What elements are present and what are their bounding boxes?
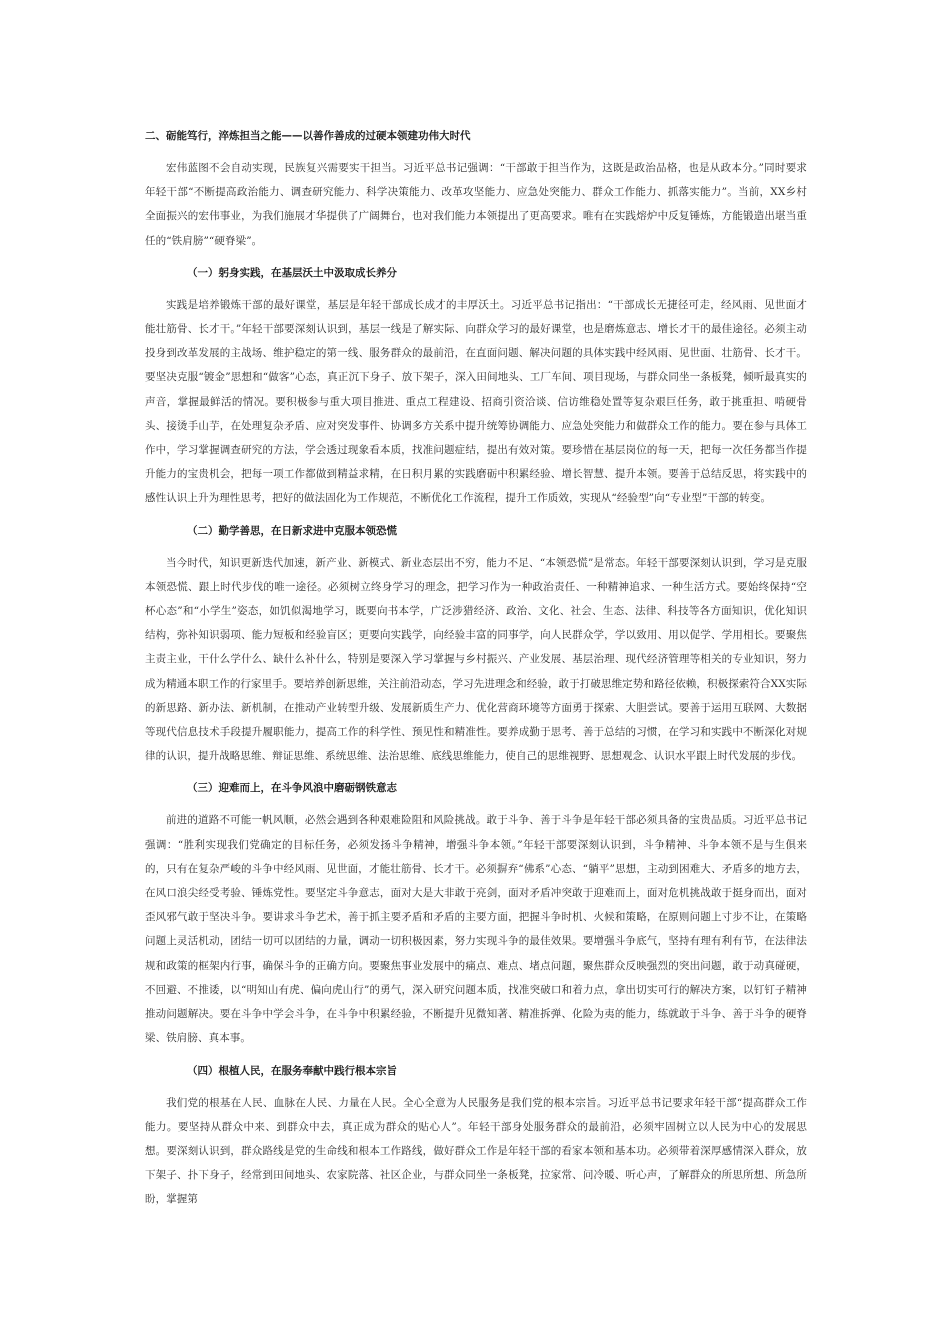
subsection-paragraph-4: 我们党的根基在人民、血脉在人民、力量在人民。全心全意为人民服务是我们党的根本宗旨。习近平总书记要求年轻干部“提高群众工作能力。要坚持从群众中来、到群众中去，真正成为群众的贴心人”。年轻干部身处服务群众的最前沿，必须牢固树立以人民为中心的发展思想。要深刻认识到，群众路线是党的生命线和根本工作路线，做好群众工作是年轻干部的看家本领和基本功。必须带着深厚感情深入群众，放下架子、扑下身子，经常到田间地头、农家院落、社区企业，与群众同坐一条板凳，拉家常、问冷暖、听心声，了解群众的所思所想、所急所盼，掌握第 [145, 1096, 807, 1206]
section-title: 二、砺能笃行，淬炼担当之能——以善作善成的过硬本领建功伟大时代 [145, 130, 471, 142]
subsection-title-3: （三）迎难而上，在斗争风浪中磨砺钢铁意志 [187, 782, 397, 795]
intro-paragraph: 宏伟蓝图不会自动实现，民族复兴需要实干担当。习近平总书记强调：“干部敢于担当作为，这既是政治品格，也是从政本分。”同时要求年轻干部“不断提高政治能力、调查研究能力、科学决策能力、改革攻坚能力、应急处突能力、群众工作能力、抓落实能力”。当前，XX乡村全面振兴的宏伟事业，为我们施展才华提供了广阔舞台，也对我们能力本领提出了更高要求。唯有在实践熔炉中反复锤炼，方能锻造出堪当重任的“铁肩膀”“硬脊梁”。 [145, 162, 807, 247]
subsection-title-2: （二）勤学善思，在日新求进中克服本领恐慌 [187, 524, 397, 537]
subsection-title-4: （四）根植人民，在服务奉献中践行根本宗旨 [187, 1064, 397, 1077]
subsection-paragraph-3: 前进的道路不可能一帆风顺，必然会遇到各种艰难险阻和风险挑战。敢于斗争、善于斗争是年轻干部必须具备的宝贵品质。习近平总书记强调：“胜利实现我们党确定的目标任务，必须发扬斗争精神，增强斗争本领。”年轻干部要深刻认识到，斗争精神、斗争本领不是与生俱来的，只有在复杂严峻的斗争中经风雨、见世面，才能壮筋骨、长才干。必须摒弃“佛系”心态、“躺平”思想，主动到困难大、矛盾多的地方去，在风口浪尖经受考验、锤炼党性。要坚定斗争意志，面对大是大非敢于亮剑，面对矛盾冲突敢于迎难而上，面对危机挑战敢于挺身而出，面对歪风邪气敢于坚决斗争。要讲求斗争艺术，善于抓主要矛盾和矛盾的主要方面，把握斗争时机、火候和策略，在原则问题上寸步不让，在策略问题上灵活机动，团结一切可以团结的力量，调动一切积极因素，努力实现斗争的最佳效果。要增强斗争底气，坚持有理有利有节，在法律法规和政策的框架内行事，确保斗争的正确方向。要聚焦事业发展中的痛点、难点、堵点问题，聚焦群众反映强烈的突出问题，敢于动真碰硬，不回避、不推诿，以“明知山有虎、偏向虎山行”的勇气，深入研究问题本质，找准突破口和着力点，拿出切实可行的解决方案，以钉钉子精神推动问题解决。要在斗争中学会斗争，在斗争中积累经验，不断提升见微知著、精准拆弹、化险为夷的能力，练就敢于斗争、善于斗争的硬脊梁、铁肩膀、真本事。 [145, 814, 807, 1045]
document-page [145, 128, 807, 1212]
subsection-title-1: （一）躬身实践，在基层沃土中汲取成长养分 [187, 266, 397, 279]
subsection-paragraph-2: 当今时代，知识更新迭代加速，新产业、新模式、新业态层出不穷，能力不足、“本领恐慌”是常态。年轻干部要深刻认识到，学习是克服本领恐慌、跟上时代步伐的唯一途径。必须树立终身学习的理念，把学习作为一种政治责任、一种精神追求、一种生活方式。要始终保持“空杯心态”和“小学生”姿态，如饥似渴地学习，既要向书本学，广泛涉猎经济、政治、文化、社会、生态、法律、科技等各方面知识，优化知识结构，弥补知识弱项、能力短板和经验盲区；更要向实践学，向经验丰富的同事学，向人民群众学，学以致用、用以促学、学用相长。要聚焦主责主业，干什么学什么、缺什么补什么，特别是要深入学习掌握与乡村振兴、产业发展、基层治理、现代经济管理等相关的专业知识，努力成为精通本职工作的行家里手。要培养创新思维，关注前沿动态，学习先进理念和经验，敢于打破思维定势和路径依赖，积极探索符合XX实际的新思路、新办法、新机制，在推动产业转型升级、发展新质生产力、优化营商环境等方面勇于探索、大胆尝试。要善于运用互联网、大数据等现代信息技术手段提升履职能力，提高工作的科学性、预见性和精准性。要养成勤于思考、善于总结的习惯，在学习和实践中不断深化对规律的认识，提升战略思维、辩证思维、系统思维、法治思维、底线思维能力，使自己的思维视野、思想观念、认识水平跟上时代发展的步伐。 [145, 556, 807, 763]
subsection-paragraph-1: 实践是培养锻炼干部的最好课堂，基层是年轻干部成长成才的丰厚沃土。习近平总书记指出：“干部成长无捷径可走，经风雨、见世面才能壮筋骨、长才干。”年轻干部要深刻认识到，基层一线是了解实际、向群众学习的最好课堂，也是磨炼意志、增长才干的最佳途径。必须主动投身到改革发展的主战场、维护稳定的第一线、服务群众的最前沿，在直面问题、解决问题的具体实践中经风雨、见世面、壮筋骨、长才干。要坚决克服“镀金”思想和“做客”心态，真正沉下身子、放下架子，深入田间地头、工厂车间、项目现场，与群众同坐一条板凳，倾听最真实的声音，掌握最鲜活的情况。要积极参与重大项目推进、重点工程建设、招商引资洽谈、信访维稳处置等复杂艰巨任务，敢于挑重担、啃硬骨头、接烫手山芋，在处理复杂矛盾、应对突发事件、协调多方关系中提升统筹协调能力、应急处突能力和做群众工作的能力。要在参与具体工作中，学习掌握调查研究的方法，学会透过现象看本质，找准问题症结，提出有效对策。要珍惜在基层岗位的每一天，把每一次任务都当作提升能力的宝贵机会，把每一项工作都做到精益求精，在日积月累的实践磨砺中积累经验、增长智慧、提升本领。要善于总结反思，将实践中的感性认识上升为理性思考，把好的做法固化为工作规范，不断优化工作流程，提升工作质效，实现从“经验型”向“专业型”干部的转变。 [145, 298, 807, 505]
